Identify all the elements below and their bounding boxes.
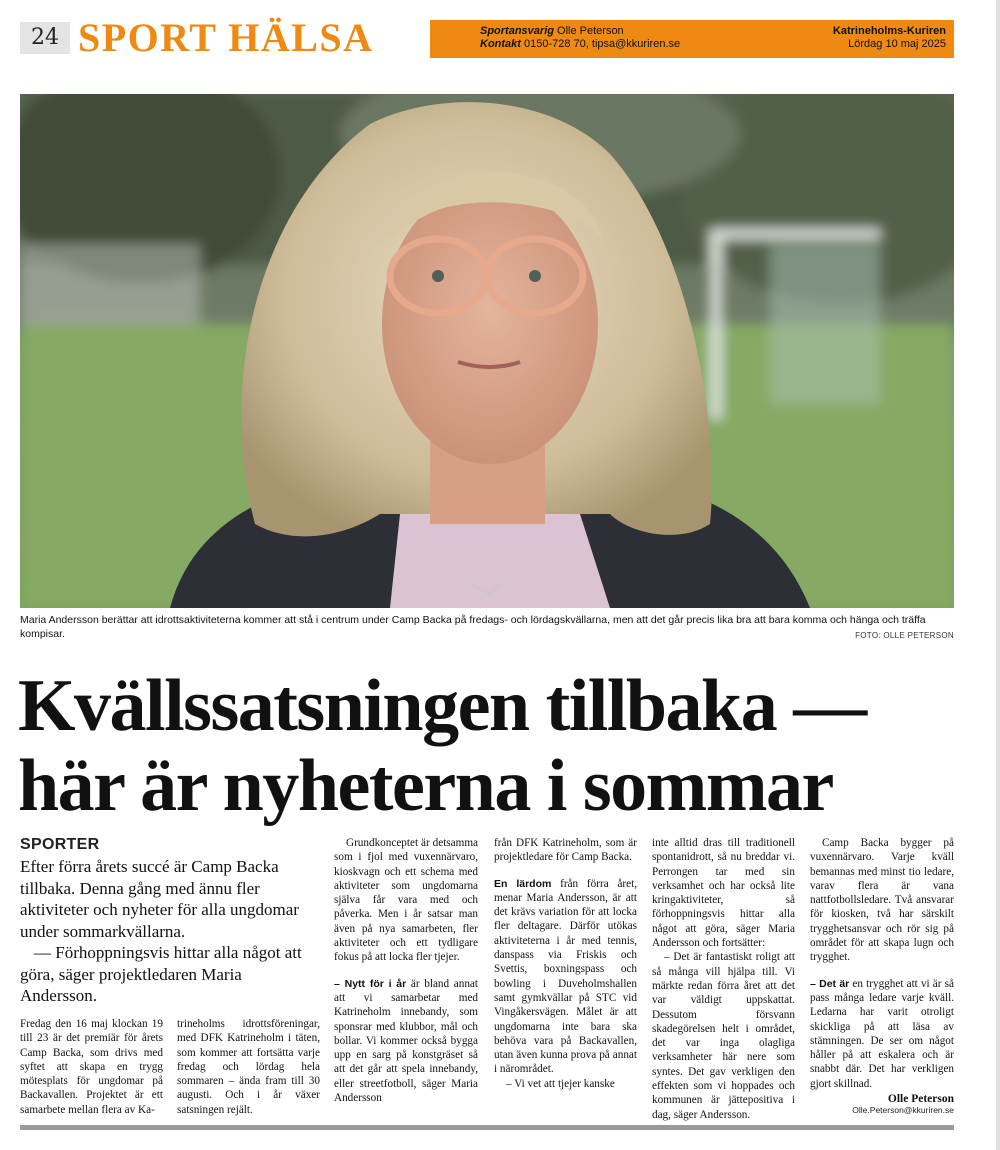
- body-paragraph: – Nytt för i år är bland annat att vi samarbetar med Katrineholm innebandy, som sponsrar med klubbor, mål och bollar. Vi kommer också bygga upp en sarg på konstgräset så att det går att spela innebandy, eller streetfotboll, säger Maria Andersson: [334, 977, 478, 1105]
- contact-label: Kontakt: [480, 38, 521, 50]
- subhead-lead: En lärdom: [494, 877, 552, 890]
- subhead-lead: – Det är: [810, 977, 850, 990]
- bottom-rule: [20, 1125, 954, 1130]
- ingress-quote: — Förhoppningsvis hittar alla något att göra, säger projektledaren Maria Andersson.: [20, 943, 302, 1005]
- photo-caption: Maria Andersson berättar att idrottsaktiviteterna kommer att stå i centrum under Camp Backa på fredags- och lördagskvällarna, men att det går precis lika bra att bara komma och hänga och träffa kompisar.: [20, 614, 926, 640]
- body-paragraph: – Det är fantastiskt roligt att så många vill hjälpa till. Vi märkte redan förra året att det var väldigt uppskattat. Dessutom försvann skadegörelsen helt i området, det var inga olagliga verksamheter här nere som syntes. Det gav verkligen den effekten som vi hoppades och kommunen är jättepositiva i dag, säger Andersson.: [652, 951, 795, 1121]
- header-info-bar: [430, 20, 954, 58]
- portrait-photo: [20, 94, 954, 608]
- body-paragraph: Fredag den 16 maj klockan 19 till 23 är det premiär för årets Camp Backa, som drivs med syftet att skapa en trygg mötesplats för ungdomar på Backavallen. Projektet är ett samarbete mellan flera av Ka-: [20, 1018, 163, 1116]
- ingress-paragraph: Efter förra årets succé är Camp Backa tillbaka. Denna gång med ännu fler aktiviteter och nyheter för alla ungdomar under sommarkvällarna.: [20, 857, 299, 941]
- article-ingress: [20, 856, 320, 1007]
- body-paragraph: trineholms idrottsföreningar, med DFK Katrineholm i täten, som kommer att fortsätta varje fredag och lördag hela sommaren – ända fram till 30 augusti. Och i år växer satsningen rejält.: [177, 1018, 320, 1116]
- newspaper-name: Katrineholms-Kuriren: [832, 25, 946, 37]
- editor-label: Sportansvarig: [480, 25, 554, 37]
- editor-name: Olle Peterson: [557, 25, 624, 37]
- article-headline: Kvällssatsningen tillbaka — här är nyheterna i sommar: [18, 665, 866, 827]
- issue-date: Lördag 10 maj 2025: [848, 38, 946, 50]
- body-column-5: [652, 836, 795, 1122]
- body-column-3: [334, 836, 478, 1105]
- page-number: 24: [20, 22, 70, 54]
- body-paragraph: från DFK Katrineholm, som är projektledare för Camp Backa.: [494, 837, 637, 864]
- body-paragraph: – Vi vet att tjejer kanske: [506, 1077, 615, 1090]
- byline-email[interactable]: Olle.Peterson@kkuriren.se: [852, 1105, 954, 1116]
- body-column-4: [494, 836, 637, 1091]
- body-paragraph: Camp Backa bygger på vuxennärvaro. Varje kväll bemannas med minst tio ledare, varav flera är vana nattfotbollsledare. Två ansvarar för kiosken, två har särskilt trygghetsansvar och rör sig på området för att skapa lugn och trygghet.: [810, 837, 954, 964]
- body-column-6: [810, 836, 954, 1115]
- section-title: SPORT HÄLSA: [78, 15, 374, 60]
- body-paragraph: inte alltid dras till traditionell spontanidrott, så nu breddar vi. Perrongen tar med sin verksamhet och har också lite kringaktiviteter, så förhoppningsvis hittar alla något att göra, säger Maria Andersson och fortsätter:: [652, 837, 795, 950]
- contact-value: 0150-728 70, tipsa@kkuriren.se: [524, 38, 681, 50]
- body-column-1: [20, 1017, 163, 1117]
- page-header: [20, 15, 954, 60]
- body-paragraph: Grundkonceptet är detsamma som i fjol med vuxennärvaro, kioskvagn och ett schema med aktiviteter som ungdomarna själva får vara med och påverka. Men i år satsar man även på nya samarbeten, fler aktiviteter och ett tydligare fokus på att locka fler tjejer.: [334, 837, 478, 964]
- page-edge: [996, 0, 1000, 1150]
- subhead-lead: – Nytt för i år: [334, 977, 407, 990]
- body-paragraph: – Det är en trygghet att vi är så pass många ledare varje kväll. Ledarna har varit otroligt skickliga på att läsa av stämningen. De ser om något håller på att eskalera och är snabbt där. Det har verkligen gjort skillnad.: [810, 977, 954, 1090]
- photo-credit: FOTO: OLLE PETERSON: [855, 631, 954, 640]
- body-paragraph: En lärdom från förra året, menar Maria Andersson, är att det krävs variation för att locka fler deltagare. Därför utökas aktiviteterna i år med tennis, danspass via Friskis och Svettis, boxningspass och bowling i Duveholmshallen samt gymkvällar på STC vid Vingåkersvägen. Målet är att ungdomarna inte bara ska behöva vara på Backavallen, utan även kunna prova på annat i närområdet.: [494, 877, 638, 1076]
- byline: Olle Peterson: [887, 1093, 954, 1106]
- body-column-2: [177, 1017, 320, 1117]
- article-photo: [20, 94, 954, 608]
- article-kicker: SPORTER: [20, 836, 100, 853]
